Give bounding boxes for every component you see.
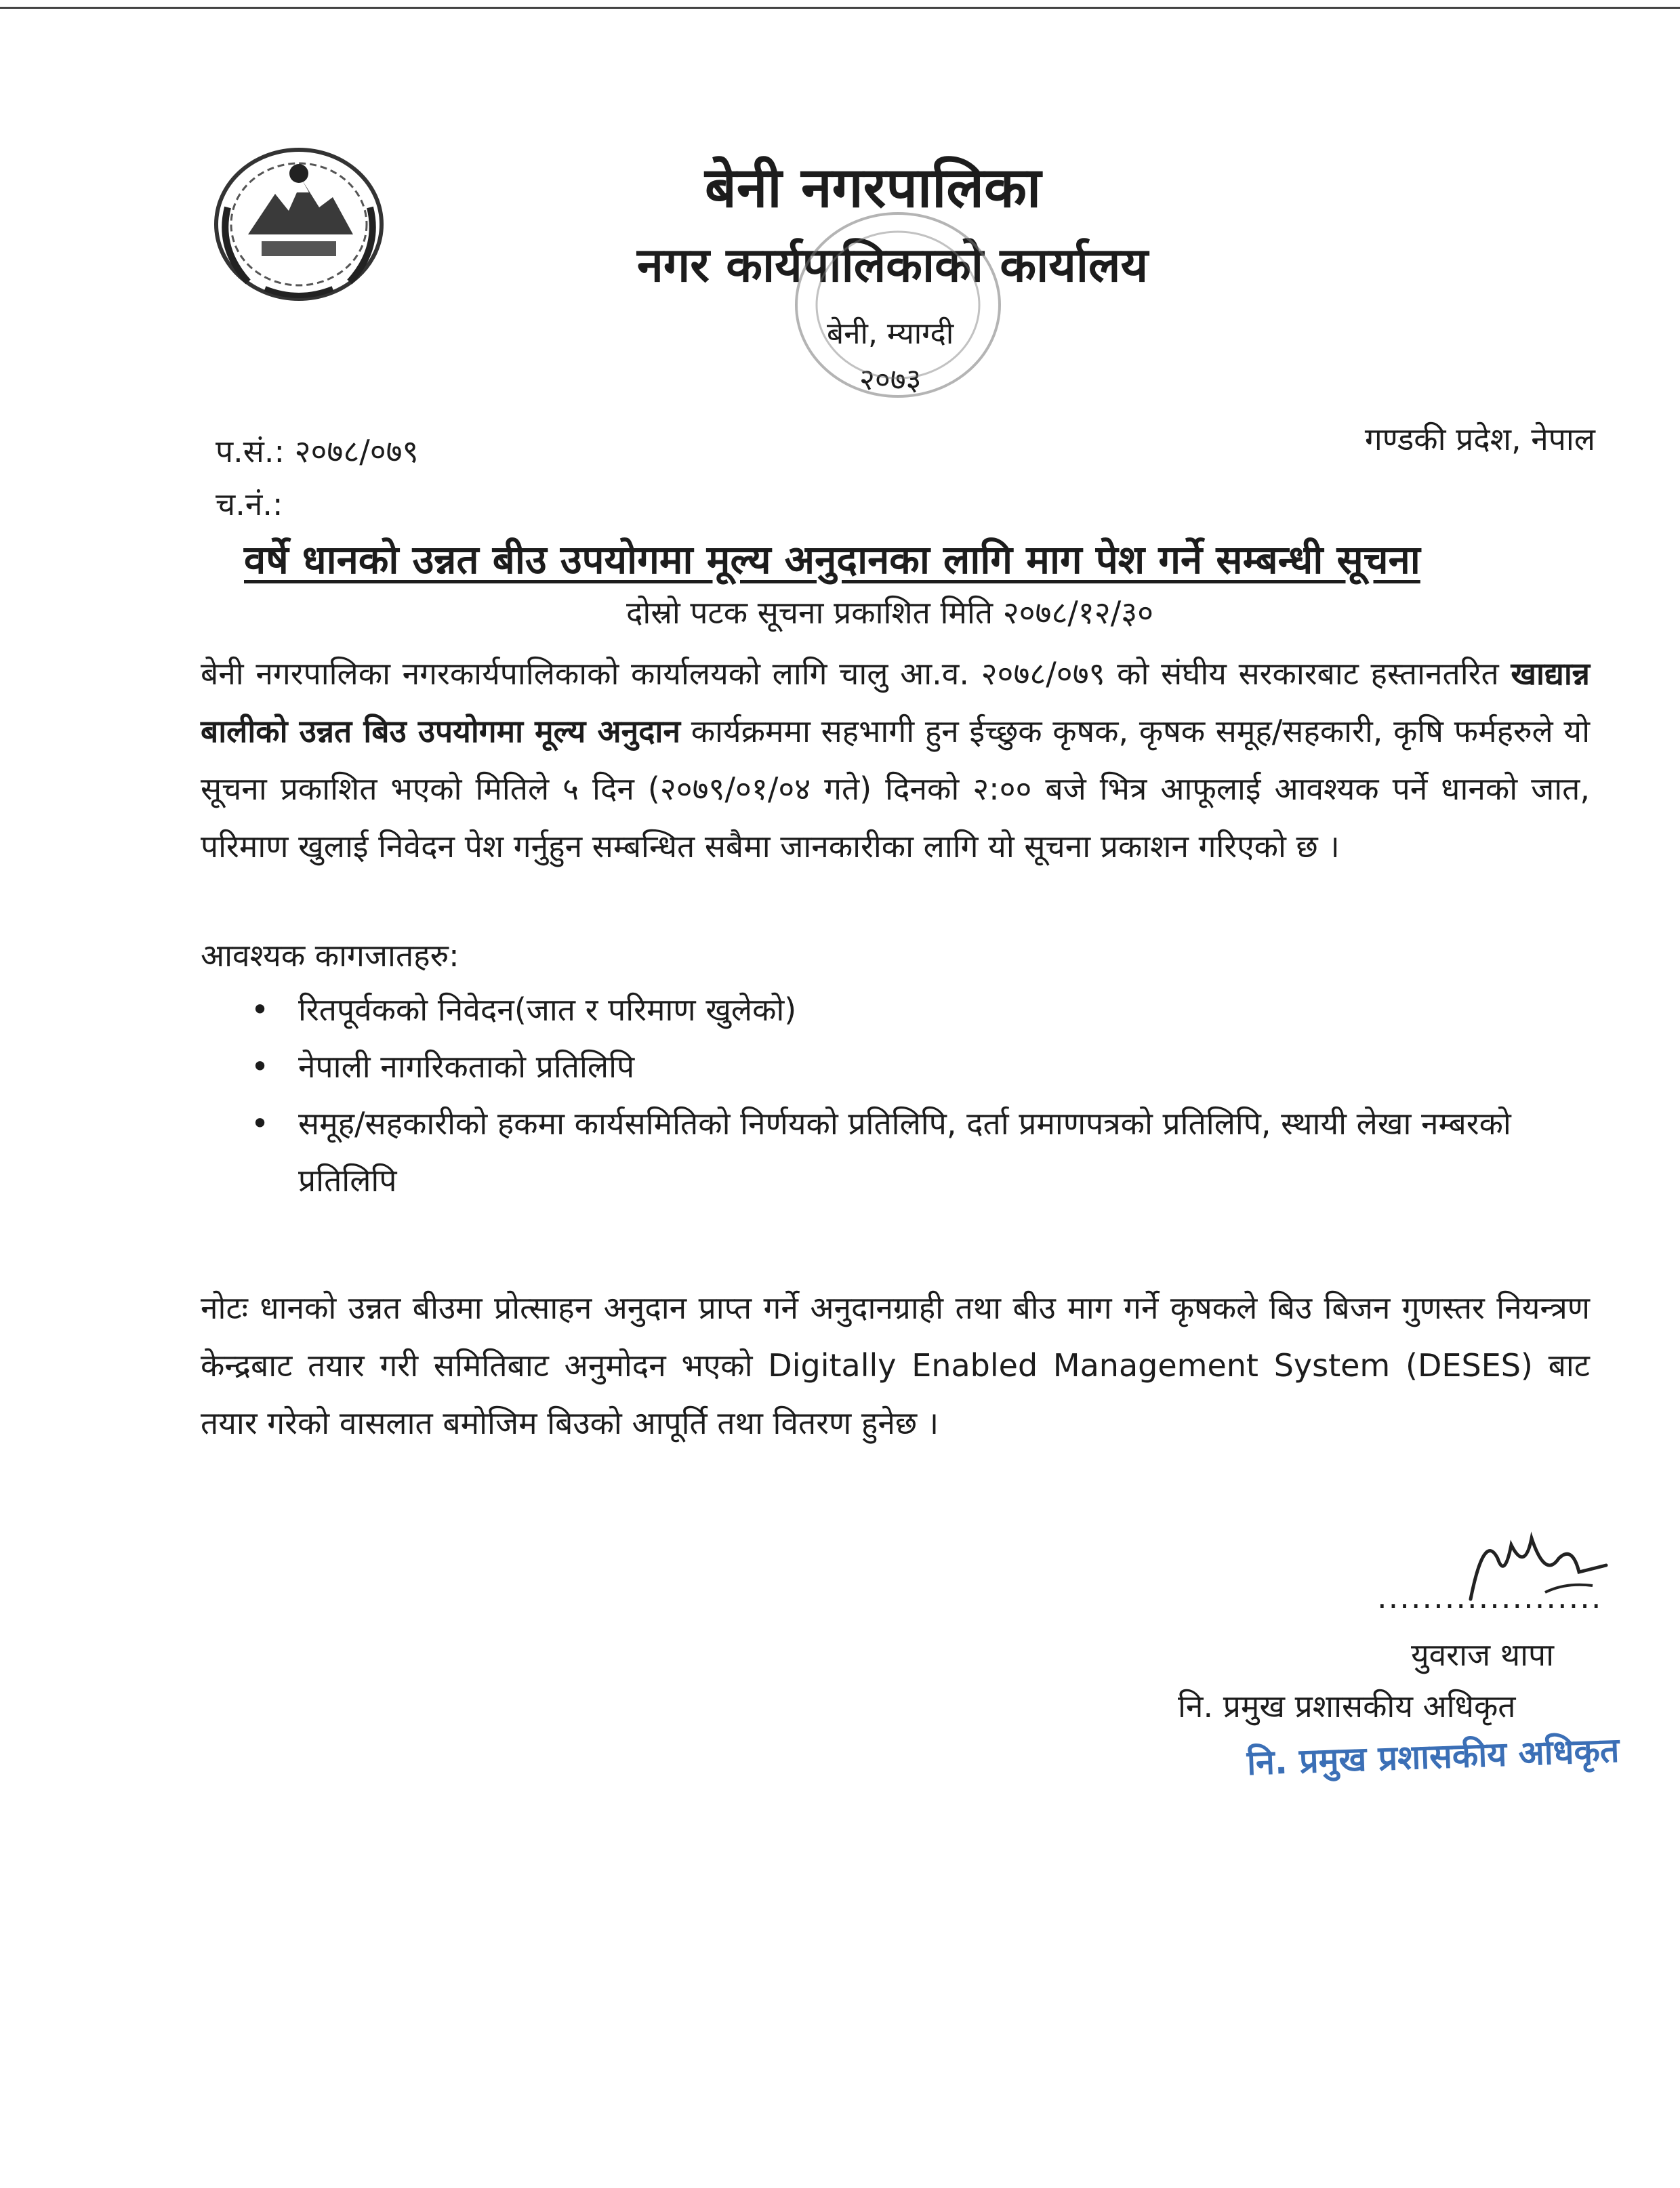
municipality-name: बेनी नगरपालिका <box>705 156 1042 220</box>
bullet-icon: • <box>251 1048 270 1085</box>
bullet-icon: • <box>251 991 270 1028</box>
republish-date: दोस्रो पटक सूचना प्रकाशित मिति २०७८/१२/३० <box>626 594 1154 631</box>
list-item <box>251 1095 1593 1209</box>
office-name: नगर कार्यपालिकाको कार्यालय <box>637 237 1149 293</box>
program-name: खाद्यान्न बालीको उन्नत बिउ उपयोगमा मूल्य अनुदान <box>201 655 1590 749</box>
top-border-line <box>0 7 1680 9</box>
notice-body-part2: कार्यक्रममा सहभागी हुन ईच्छुक कृषक, कृषक समूह/सहकारी, कृषि फर्महरुले यो सूचना प्रकाशित भएको मितिले ५ दिन (२०७९/०१/०४ गते) दिनको २:०० बजे भित्र आफूलाई आवश्यक पर्ने धानको जात, परिमाण खुलाई निवेदन पेश गर्नुहुन सम्बन्धित सबैमा जानकारीका लागि यो सूचना प्रकाशन गरिएको छ । <box>201 713 1591 865</box>
signature-line: .................... <box>1377 1579 1603 1615</box>
office-seal-stamp <box>786 203 1010 407</box>
notice-body <box>201 645 1590 875</box>
note-paragraph: नोटः धानको उन्नत बीउमा प्रोत्साहन अनुदान प्राप्त गर्ने अनुदानग्राही तथा बीउ माग गर्ने कृषकले बिउ बिजन गुणस्तर नियन्त्रण केन्द्रबाट तयार गरी समितिबाट अनुमोदन भएको Digitally Enabled Management System (DESES) बाट तयार गरेको वासलात बमोजिम बिउको आपूर्ति तथा वितरण हुनेछ । <box>201 1289 1590 1441</box>
list-item <box>251 981 1593 1038</box>
list-item <box>251 1038 1593 1095</box>
required-documents-heading: आवश्यक कागजातहरु: <box>201 937 459 974</box>
document-item-text: रितपूर्वकको निवेदन(जात र परिमाण खुलेको) <box>298 991 797 1028</box>
office-established-year: २०७३ <box>859 363 922 397</box>
office-location: बेनी, म्याग्दी <box>827 316 954 351</box>
required-documents-list <box>251 981 1593 1209</box>
signatory-name: युवराज थापा <box>1411 1636 1555 1673</box>
document-item-text: नेपाली नागरिकताको प्रतिलिपि <box>298 1048 635 1085</box>
signatory-title: नि. प्रमुख प्रशासकीय अधिकृत <box>1178 1688 1516 1725</box>
notice-title: वर्षे धानको उन्नत बीउ उपयोगमा मूल्य अनुदानका लागि माग पेश गर्ने सम्बन्धी सूचना <box>244 537 1420 583</box>
designation-stamp: नि. प्रमुख प्रशासकीय अधिकृत <box>1246 1730 1620 1783</box>
document-item-text: समूह/सहकारीको हकमा कार्यसमितिको निर्णयको प्रतिलिपि, दर्ता प्रमाणपत्रको प्रतिलिपि, स्थायी लेखा नम्बरको प्रतिलिपि <box>298 1105 1511 1199</box>
province-address: गण्डकी प्रदेश, नेपाल <box>1364 421 1595 457</box>
bullet-icon: • <box>251 1105 270 1142</box>
nepal-government-emblem <box>201 133 397 309</box>
notice-body-part1: बेनी नगरपालिका नगरकार्यपालिकाको कार्यालयको लागि चालु आ.व. २०७८/०७९ को संघीय सरकारबाट हस्तानतरित <box>201 655 1511 692</box>
letter-reference-number: प.सं.: २०७८/०७९ <box>216 433 419 470</box>
dispatch-number: च.नं.: <box>216 486 283 522</box>
